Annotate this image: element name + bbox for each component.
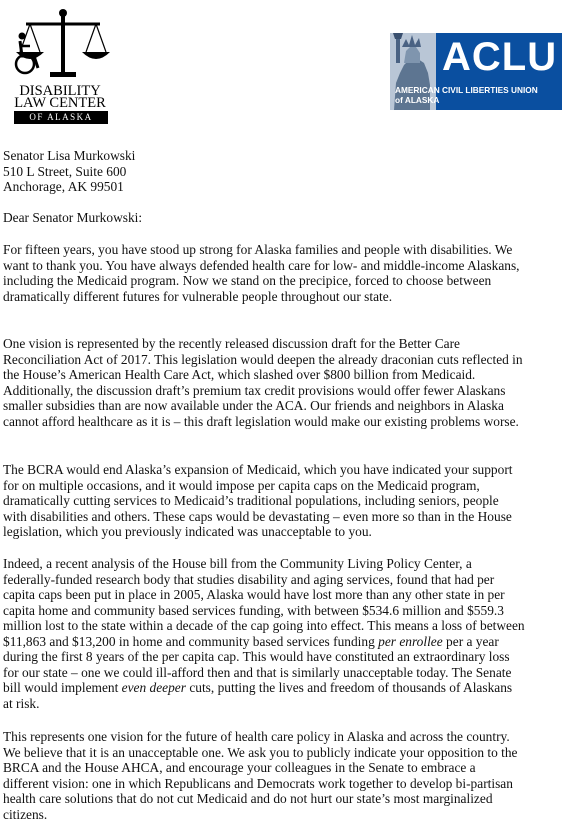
text-line: This represents one vision for the future of health care policy in Alaska and across the country. <box>3 729 510 744</box>
paragraph-4 <box>3 556 565 711</box>
text-line: For fifteen years, you have stood up strong for Alaska families and people with disabilities. We <box>3 242 513 257</box>
text-line: at risk. <box>3 695 40 711</box>
text-line: legislation, which you previously indicated was unacceptable to you. <box>3 524 372 539</box>
text-line: million lost to the state within a decade of the cap going into effect. This means a loss of between <box>3 618 525 633</box>
text-line: smaller subsidies than are now available under the ACA. Our friends and neighbors in Alaska <box>3 398 504 413</box>
text-line: for on multiple occasions, and it would impose per capita caps on the Medicaid program, <box>3 477 480 493</box>
text-line: One vision is represented by the recently released discussion draft for the Better Care <box>3 336 460 351</box>
text-line: during the first 8 years of the per capita cap. This would have constituted an extraordinary loss <box>3 649 510 664</box>
text-line: Additionally, the discussion draft’s premium tax credit provisions would offer fewer Alaskans <box>3 382 506 398</box>
paragraph-3 <box>3 462 565 540</box>
emphasis-per-enrollee: per enrollee <box>378 633 443 649</box>
dlc-logo-line2: LAW CENTER <box>14 95 106 111</box>
aclu-wordmark: ACLU <box>442 35 558 79</box>
disability-law-center-logo <box>6 8 114 126</box>
text-line: including the Medicaid program. Now we stand on the precipice, forced to choose between <box>3 273 492 288</box>
text-line <box>3 634 565 650</box>
text-segment: per a year <box>442 633 499 649</box>
emphasis-even-deeper: even deeper <box>121 680 186 695</box>
text-line: Indeed, a recent analysis of the House bill from the Community Living Policy Center, a <box>3 556 472 571</box>
scales-wheelchair-emblem <box>6 8 114 88</box>
paragraph-1 <box>3 242 565 304</box>
text-line: We believe that it is an unacceptable one. We ask you to publicly indicate your opposition to the <box>3 744 518 760</box>
text-segment: bill would implement <box>3 680 122 695</box>
text-line: cannot afford healthcare as it is – this draft legislation would make our existing problems worse. <box>3 413 519 429</box>
text-line: Reconciliation Act of 2017. This legislation would deepen the already draconian cuts reflected in <box>3 351 523 367</box>
text-line: The BCRA would end Alaska’s expansion of Medicaid, which you have indicated your support <box>3 462 513 477</box>
text-segment: cuts, putting the lives and freedom of thousands of Alaskans <box>185 680 513 695</box>
salutation: Dear Senator Murkowski: <box>3 210 143 225</box>
text-segment: $11,863 and $13,200 in home and community based services funding <box>3 633 379 649</box>
recipient-city: Anchorage, AK 99501 <box>3 179 124 194</box>
aclu-subtitle <box>395 85 561 105</box>
text-line <box>3 680 565 696</box>
text-line: health care solutions that do not cut Medicaid and do not hurt our state’s most marginalized <box>3 791 493 806</box>
dlc-logo-line1: DISABILITY <box>19 83 101 99</box>
text-line: capita home and community based services funding, with between $534.6 million and $559.3 <box>3 602 504 618</box>
paragraph-5 <box>3 729 565 822</box>
aclu-alaska-logo <box>390 33 562 110</box>
aclu-subtitle-line2: of ALASKA <box>395 95 440 105</box>
paragraph-2 <box>3 336 565 429</box>
recipient-name: Senator Lisa Murkowski <box>3 148 136 163</box>
dlc-logo-line3: OF ALASKA <box>14 111 108 124</box>
text-line: capita caps been put in place in 2005, Alaska would have lost more than any other state in per <box>3 587 505 602</box>
text-line: citizens. <box>3 806 48 822</box>
recipient-address <box>3 148 543 195</box>
text-line: dramatically different futures for vulnerable people throughout our state. <box>3 288 393 304</box>
text-line: federally-funded research body that studies disability and aging services, found that had per <box>3 571 495 587</box>
aclu-subtitle-line1: AMERICAN CIVIL LIBERTIES UNION <box>395 85 538 95</box>
text-line: the House’s American Health Care Act, which slashed over $800 billion from Medicaid. <box>3 367 476 382</box>
text-line: different vision: one in which Republicans and Democrats work together to develop bi-partisan <box>3 775 513 791</box>
text-line: for our state – one we could ill-afford then and that is similarly unacceptable today. The Senate <box>3 664 512 680</box>
text-line: BRCA and the House AHCA, and encourage your colleagues in the Senate to embrace a <box>3 760 476 775</box>
text-line: dramatically cutting services to Medicaid’s traditional populations, including seniors, people <box>3 493 499 508</box>
text-line: want to thank you. You have always defended health care for low- and middle-income Alaskans, <box>3 257 520 273</box>
text-line: with disabilities and others. These caps would be devastating – even more so than in the House <box>3 508 512 524</box>
recipient-street: 510 L Street, Suite 600 <box>3 163 127 179</box>
